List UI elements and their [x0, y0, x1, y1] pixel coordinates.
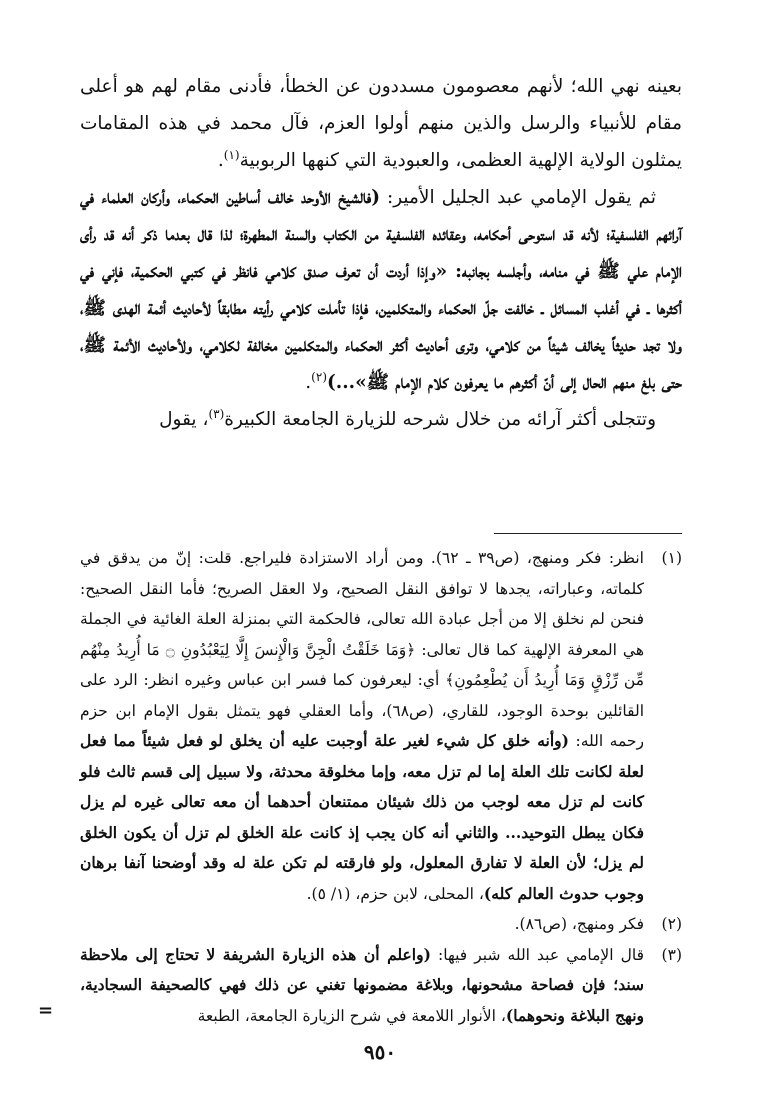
footnote-body: قال الإمامي عبد الله شبر فيها: [430, 945, 644, 964]
footnote-quote: (واعلم أن هذه الزيارة الشريفة لا تحتاج إلى ملاحظة سند؛ فإن فصاحة مشحونها، وبلاغة مضمونها تغني عن ذلك فهي كالصحيفة السجادية، ونهج البلاغة ونحوهما) [80, 944, 644, 1025]
paragraph-2-end: . [305, 372, 312, 393]
footnote-separator [494, 533, 682, 534]
paragraph-3 [80, 401, 682, 438]
paragraph-1-text: بعينه نهي الله؛ لأنهم معصومون مسددون عن الخطأ، فأدنى مقام لهم هو أعلى مقام للأنبياء والرسل والذين منهم أولوا العزم، فآل محمد في هذه المقامات يمثلون الولاية الإلهية العظمى، والعبودية التي كنهها الربوبية [80, 76, 682, 171]
main-text [80, 68, 682, 438]
footnote-ref-3[interactable]: (٣) [208, 406, 225, 421]
paragraph-3-end: ، يقول [159, 409, 209, 430]
footnote-text [80, 940, 644, 1032]
footnote-number: (٢) [661, 915, 682, 933]
footnote-source: ، الأنوار اللامعة في شرح الزيارة الجامعة، الطبعة [197, 1006, 506, 1025]
footnote-1 [80, 543, 682, 909]
paragraph-1 [80, 68, 682, 179]
footnote-ref-1[interactable]: (١) [223, 147, 240, 162]
footnote-3 [80, 940, 682, 1032]
footnote-source: ، المحلى، لابن حزم، (١/ ٥). [306, 884, 484, 903]
footnote-number: (٣) [661, 945, 682, 964]
footnote-body: فكر ومنهج، (ص٨٦). [514, 915, 644, 933]
footnote-text [80, 909, 644, 940]
paragraph-2 [80, 179, 682, 401]
paragraph-1-end: . [217, 150, 224, 171]
footnote-ref-2[interactable]: (٢) [311, 369, 327, 384]
paragraph-2-intro: ثم يقول الإمامي عبد الجليل الأمير: [379, 187, 656, 208]
footnotes [80, 543, 682, 1031]
paragraph-3-text: وتتجلى أكثر آرائه من خلال شرحه للزيارة الجامعة الكبيرة [224, 409, 656, 430]
footnote-2 [80, 909, 682, 940]
footnote-number: (١) [661, 549, 682, 567]
footnote-text [80, 543, 644, 909]
continuation-mark: = [38, 1000, 54, 1021]
footnote-quote: (وأنه خلق كل شيء لغير علة أوجبت عليه أن يخلق لو فعل شيئاً مما فعل لعلة لكانت تلك العلة إما لم تزل معه، وإما مخلوقة محدثة، ولا سبيل إلى قسم ثالث فلو كانت لم تزل معه لوجب من ذلك شيئان ممتنعان أحدهما أن معه تعالى غيره لم يزل فكان يبطل التوحيد... والثاني أنه كان يجب إذ كانت علة الخلق لم تزل أن يكون الخلق لم يزل؛ لأن العلة لا تفارق المعلول، ولو فارقته لم تكن علة له وقد أوضحنا آنفا برهان وجوب حدوث العالم كله) [80, 731, 644, 903]
page-number: ٩٥٠ [363, 1040, 397, 1064]
footnote-body: انظر: فكر ومنهج، (ص٣٩ ـ ٦٢). ومن أراد الاستزادة فليراجع. قلت: إنّ من يدقق في كلماته، وعباراته، يجدها لا توافق النقل الصحيح، ولا العقل الصريح؛ فأما النقل الصحيح: فنحن لم نخلق إلا من أجل عبادة الله تعالى، فالحكمة التي بمنزلة العلة الغائية في الجملة هي المعرفة الإلهية كما قال تعالى: ﴿وَمَا خَلَقْتُ الْجِنَّ وَالْإِنسَ إِلَّا لِيَعْبُدُونِ ۝ مَا أُرِيدُ مِنْهُم مِّن رِّزْقٍ وَمَا أُرِيدُ أَن يُطْعِمُونِ﴾ أي: ليعرفون كما فسر ابن عباس وغيره انظر: الرد على القائلين بوحدة الوجود، للقاري، (ص٦٨)، وأما العقلي فهو يتمثل بقول الإمام ابن حزم رحمه الله: [80, 549, 644, 750]
paragraph-2-quote: (فالشيخ الأوحد خالف أساطين الحكماء، وأركان العلماء في آرائهم الفلسفية؛ لأنه قد استوحى أحكامه، وعقائده الفلسفية من الكتاب والسنة المطهرة؛ لذا قال بعدما ذكر أنه قد رأى الإمام علي ﷺ في منامه، وأجلسه بجانبه: «وإذا أردت أن تعرف صدق كلامي فانظر في كتبي الحكمية، فإني في أكثرها ـ في أغلب المسائل ـ خالفت جلّ الحكماء والمتكلمين، فإذا تأملت كلامي رأيته مطابقاً لأحاديث أئمة الهدى ﷺ، ولا تجد حديثاً يخالف شيئاً من كلامي، وترى أحاديث أكثر الحكماء والمتكلمين مخالفة لكلامي، ولأحاديث الأئمة ﷺ، حتى بلغ منهم الحال إلى أنّ أكثرهم ما يعرفون كلام الإمام ﷺ»...) [80, 187, 682, 393]
